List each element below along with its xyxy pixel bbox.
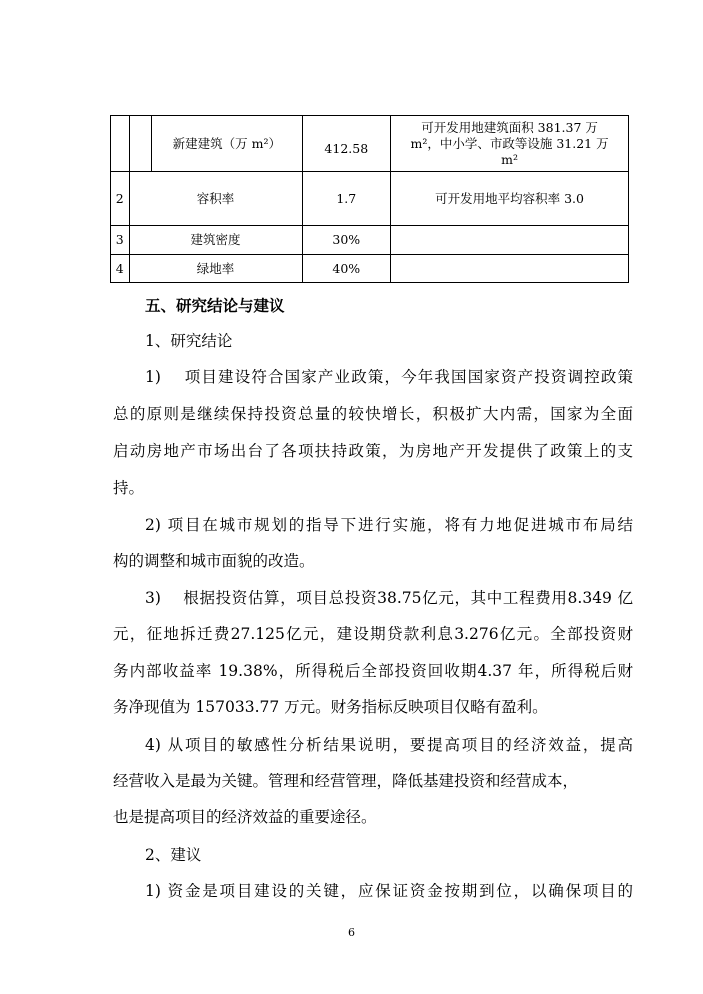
item-note-cell	[391, 255, 629, 283]
paragraph-line: 总的原则是继续保持投资总量的较快增长，积极扩大内需，国家为全面	[113, 405, 633, 423]
indicator-table	[110, 115, 629, 283]
item-note-cell	[391, 116, 629, 172]
paragraph-line: 3) 根据投资估算，项目总投资38.75亿元，其中工程费用8.349 亿	[145, 589, 633, 607]
item-value-cell: 412.58	[302, 116, 391, 172]
subsection-title-conclusion: 1、研究结论	[145, 332, 233, 350]
item-value-cell: 40%	[302, 255, 391, 283]
sub-number-cell	[129, 116, 152, 172]
item-label-cell: 容积率	[129, 172, 302, 226]
page-number: 6	[348, 926, 355, 939]
subsection-title-suggestion: 2、建议	[145, 846, 202, 864]
table-row	[111, 116, 629, 172]
note-line: m²，中小学、市政等设施 31.21 万	[410, 135, 609, 151]
row-number-cell: 2	[111, 172, 130, 226]
row-number-cell: 3	[111, 226, 130, 255]
paragraph-line: 持。	[113, 479, 145, 497]
table-row	[111, 255, 629, 283]
paragraph-line: 也是提高项目的经济效益的重要途径。	[113, 808, 377, 826]
paragraph-line: 4) 从项目的敏感性分析结果说明，要提高项目的经济效益，提高	[145, 736, 633, 754]
item-label-cell: 建筑密度	[129, 226, 302, 255]
paragraph-line: 经营收入是最为关键。管理和经营管理，降低基建投资和经营成本，	[113, 772, 579, 790]
row-number-cell: 4	[111, 255, 130, 283]
item-note-cell	[391, 226, 629, 255]
item-label-cell: 新建建筑（万 m²）	[152, 116, 302, 172]
paragraph-line: 启动房地产市场出台了各项扶持政策，为房地产开发提供了政策上的支	[113, 442, 633, 460]
paragraph-line: 元，征地拆迁费27.125亿元，建设期贷款利息3.276亿元。全部投资财	[113, 625, 633, 643]
table-row	[111, 172, 629, 226]
paragraph-line: 1) 资金是项目建设的关键，应保证资金按期到位，以确保项目的	[145, 882, 633, 900]
note-line: 可开发用地建筑面积 381.37 万	[421, 119, 598, 135]
paragraph-line: 构的调整和城市面貌的改造。	[113, 552, 315, 570]
item-label-cell: 绿地率	[129, 255, 302, 283]
row-number-cell	[111, 116, 130, 172]
note-line: m²	[501, 151, 518, 167]
item-value-cell: 1.7	[302, 172, 391, 226]
item-note-cell: 可开发用地平均容积率 3.0	[391, 172, 629, 226]
paragraph-line: 务净现值为 157033.77 万元。财务指标反映项目仅略有盈利。	[113, 698, 548, 716]
paragraph-line: 1) 项目建设符合国家产业政策，今年我国国家资产投资调控政策	[145, 368, 633, 386]
item-value-cell: 30%	[302, 226, 391, 255]
paragraph-line: 务内部收益率 19.38%，所得税后全部投资回收期4.37 年，所得税后财	[113, 662, 633, 680]
table-row	[111, 226, 629, 255]
section-title: 五、研究结论与建议	[145, 296, 285, 315]
paragraph-line: 2) 项目在城市规划的指导下进行实施，将有力地促进城市布局结	[145, 516, 633, 534]
